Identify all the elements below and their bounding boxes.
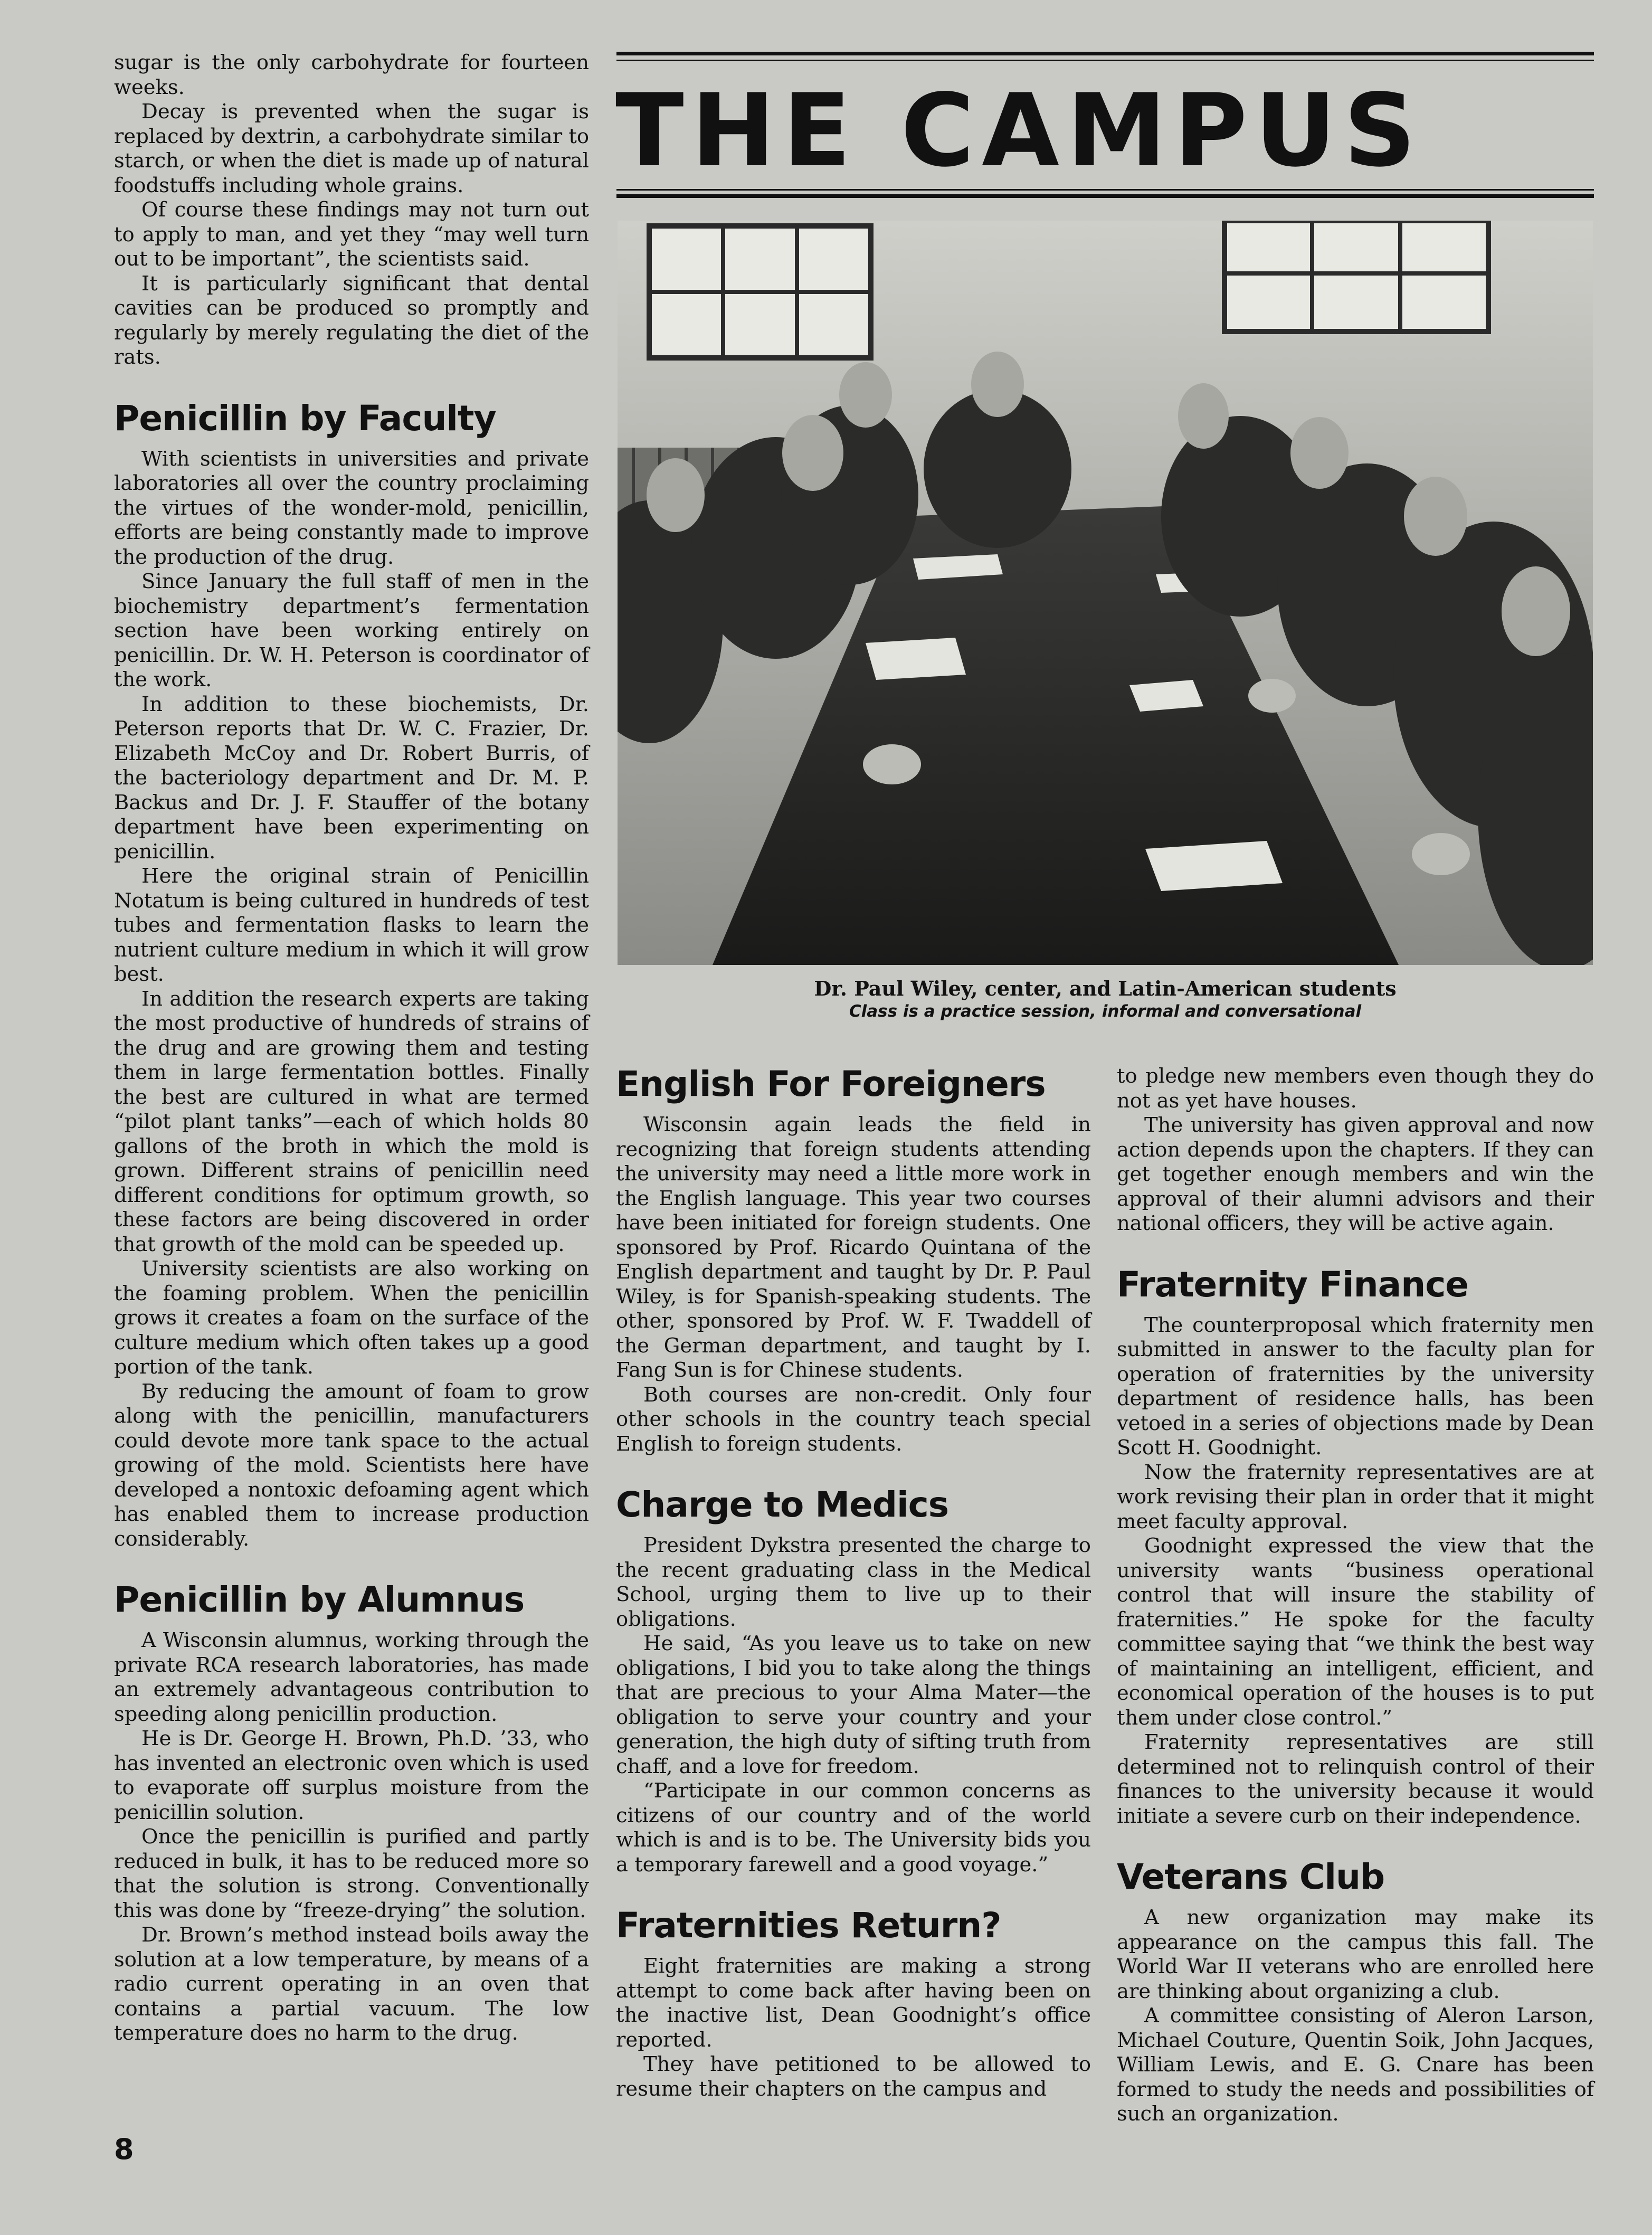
article-paragraph: He said, “As you leave us to take on new obligations, I bid you to take along the things that are precious to your Alma Mater—the obligation to serve your country and your generation, the high duty of sifting truth from chaff, and a love for freedom. [616, 1632, 1091, 1778]
left-column [114, 51, 589, 2046]
article-paragraph: Here the original strain of Penicillin Notatum is being cultured in hundreds of test tubes and fermentation flasks to learn the nutrient culture medium in which it will grow best. [114, 864, 589, 986]
article-paragraph: Eight fraternities are making a strong attempt to come back after having been on the inactive list, Dean Goodnight’s office reported. [616, 1954, 1091, 2052]
intro-paragraph: Decay is prevented when the sugar is replaced by dextrin, a carbohydrate similar to starch, or when the diet is made up of natural foodstuffs including whole grains. [114, 100, 589, 197]
article-paragraph: Now the fraternity representatives are at work revising their plan in order that it might meet faculty approval. [1117, 1460, 1594, 1533]
article-paragraph: By reducing the amount of foam to grow along with the penicillin, manufacturers could devote more tank space to the actual growing of the mold. Scientists here have developed a nontoxic defoaming agent which has enabled them to increase production considerably. [114, 1379, 589, 1551]
masthead-top-rule-2 [616, 60, 1594, 61]
article-paragraph: He is Dr. George H. Brown, Ph.D. ’33, who has invented an electronic oven which is used to evaporate off surplus moisture from the penicillin solution. [114, 1727, 589, 1824]
masthead-bottom-rule-1 [616, 189, 1594, 191]
article-paragraph: Fraternity representatives are still determined not to relinquish control of their finances to the university because it would initiate a severe curb on their independence. [1117, 1730, 1594, 1828]
masthead-bottom-rule-2 [616, 194, 1594, 198]
photo-caption-sub: Class is a practice session, informal and conversational [849, 1002, 1362, 1021]
heading-english-for-foreigners: English For Foreigners [616, 1064, 1046, 1104]
article-paragraph: The university has given approval and now action depends upon the chapters. If they can get together enough members and win the approval of their alumni advisors and their national officers, they will be active again. [1117, 1113, 1594, 1235]
article-paragraph: Both courses are non-credit. Only four other schools in the country teach special English to foreign students. [616, 1382, 1091, 1456]
heading-fraternities-return: Fraternities Return? [616, 1905, 1001, 1946]
masthead-top-rule-1 [616, 52, 1594, 55]
heading-charge-to-medics: Charge to Medics [616, 1484, 949, 1525]
photo-caption [618, 977, 1593, 1022]
article-paragraph: They have petitioned to be allowed to resume their chapters on the campus and [616, 2052, 1091, 2101]
article-paragraph: The counterproposal which fraternity men submitted in answer to the faculty plan for operation of fraternities by the university department of residence halls, has been vetoed in a series of objections made by Dean Scott H. Goodnight. [1117, 1313, 1594, 1460]
page-number: 8 [114, 2133, 134, 2166]
intro-paragraph: It is particularly significant that dental cavities can be produced so promptly and regularly by merely regulating the diet of the rats. [114, 271, 589, 369]
intro-paragraph: Of course these findings may not turn out to apply to man, and yet they “may well turn out to be important”, the scientists said. [114, 198, 589, 271]
article-paragraph: Once the penicillin is purified and partly reduced in bulk, it has to be reduced more so that the solution is strong. Conventionally this was done by “freeze-drying” the solution. [114, 1825, 589, 1923]
article-paragraph: Goodnight expressed the view that the university wants “business operational control that will insure the stability of fraternities.” He spoke for the faculty committee saying that “we think the best way of maintaining an intelligent, efficient, and economical operation of the houses is to put them under close control.” [1117, 1534, 1594, 1730]
article-paragraph: A committee consisting of Aleron Larson, Michael Couture, Quentin Soik, John Jacques, William Lewis, and E. G. Cnare has been formed to study the needs and possibilities of such an organization. [1117, 2004, 1594, 2126]
article-paragraph: Since January the full staff of men in the biochemistry department’s fermentation section have been working entirely on penicillin. Dr. W. H. Peterson is coordinator of the work. [114, 570, 589, 692]
right-column [1117, 1064, 1594, 2127]
article-paragraph: University scientists are also working on the foaming problem. When the penicillin grows it creates a foam on the surface of the culture medium which often takes up a good portion of the tank. [114, 1257, 589, 1379]
article-paragraph: A new organization may make its appearance on the campus this fall. The World War II veterans who are enrolled here are thinking about organizing a club. [1117, 1906, 1594, 2003]
article-paragraph: to pledge new members even though they do not as yet have houses. [1117, 1064, 1594, 1113]
meeting-photo [618, 221, 1593, 965]
article-paragraph: President Dykstra presented the charge to the recent graduating class in the Medical School, urging them to live up to their obligations. [616, 1533, 1091, 1631]
heading-fraternity-finance: Fraternity Finance [1117, 1264, 1469, 1305]
heading-veterans-club: Veterans Club [1117, 1857, 1385, 1897]
article-paragraph: A Wisconsin alumnus, working through the private RCA research laboratories, has made an extremely advantageous contribution to speeding along penicillin production. [114, 1628, 589, 1726]
article-paragraph: Wisconsin again leads the field in recognizing that foreign students attending the university may need a little more work in the English language. This year two courses have been initiated for foreign students. One sponsored by Prof. Ricardo Quintana of the English department and taught by Dr. P. Paul Wiley, is for Spanish-speaking students. The other, sponsored by Prof. W. F. Twaddell of the German department, and taught by I. Fang Sun is for Chinese students. [616, 1113, 1091, 1382]
article-paragraph: In addition the research experts are taking the most productive of hundreds of strains of the drug and are growing them and testing them in large fermentation bottles. Finally the best are cultured in what are termed “pilot plant tanks”—each of which holds 80 gallons of the broth in which the mold is grown. Different strains of penicillin need different conditions for optimum growth, so these factors are being discovered in order that growth of the mold can be speeded up. [114, 987, 589, 1256]
article-paragraph: In addition to these biochemists, Dr. Peterson reports that Dr. W. C. Frazier, Dr. Elizabeth McCoy and Dr. Robert Burris, of the bacteriology department and Dr. M. P. Backus and Dr. J. F. Stauffer of the botany department have been experimenting on penicillin. [114, 692, 589, 864]
photo-caption-main: Dr. Paul Wiley, center, and Latin-American students [814, 977, 1397, 1000]
article-paragraph: With scientists in universities and private laboratories all over the country proclaiming the virtues of the wonder-mold, penicillin, efforts are being constantly made to improve the production of the drug. [114, 447, 589, 569]
intro-paragraph: sugar is the only carbohydrate for fourteen weeks. [114, 51, 589, 99]
meeting-photo-icon [618, 221, 1593, 965]
article-paragraph: “Participate in our common concerns as citizens of our country and of the world which is and is to be. The University bids you a temporary farewell and a good voyage.” [616, 1779, 1091, 1877]
article-paragraph: Dr. Brown’s method instead boils away the solution at a low temperature, by means of a radio current operating in an oven that contains a partial vacuum. The low temperature does no harm to the drug. [114, 1923, 589, 2045]
section-masthead: THE CAMPUS [615, 78, 1423, 184]
heading-penicillin-by-faculty: Penicillin by Faculty [114, 397, 496, 439]
middle-column [616, 1064, 1091, 2101]
heading-penicillin-by-alumnus: Penicillin by Alumnus [114, 1579, 525, 1620]
